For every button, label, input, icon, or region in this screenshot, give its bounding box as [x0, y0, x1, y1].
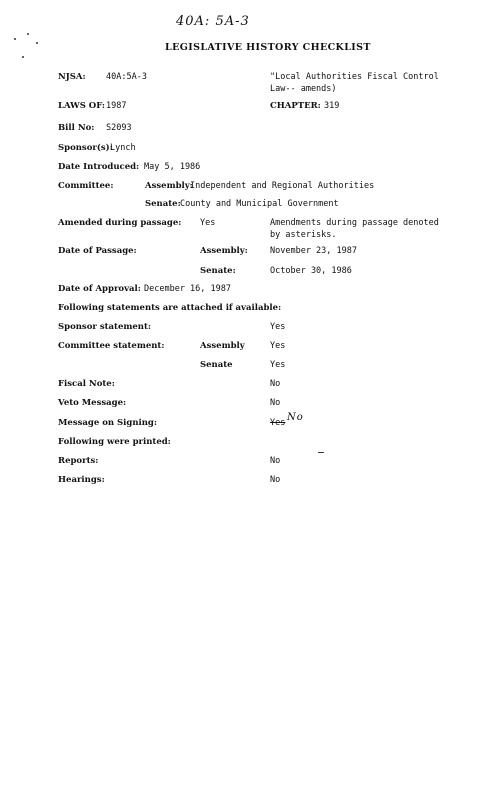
- bill-no-label: Bill No:: [58, 123, 95, 133]
- committee-statement-senate-label: Senate: [200, 360, 233, 370]
- committee-label: Committee:: [58, 181, 114, 191]
- committee-assembly-value: Independent and Regional Authorities: [190, 181, 375, 191]
- attached-statements-heading: Following statements are attached if available:: [58, 303, 282, 313]
- date-introduced-value: May 5, 1986: [144, 162, 201, 172]
- bill-no-value: S2093: [106, 123, 132, 133]
- committee-statement-senate-value: Yes: [270, 360, 286, 370]
- fiscal-note-label: Fiscal Note:: [58, 379, 115, 389]
- passage-senate-label: Senate:: [200, 266, 236, 276]
- date-of-passage-label: Date of Passage:: [58, 246, 137, 256]
- laws-of-value: 1987: [106, 101, 127, 111]
- hearings-label: Hearings:: [58, 475, 105, 485]
- sponsor-statement-value: Yes: [270, 322, 286, 332]
- passage-assembly-value: November 23, 1987: [270, 246, 357, 256]
- amended-label: Amended during passage:: [58, 218, 182, 228]
- passage-senate-value: October 30, 1986: [270, 266, 352, 276]
- message-on-signing-label: Message on Signing:: [58, 418, 157, 428]
- committee-statement-assembly-label: Assembly: [200, 341, 245, 351]
- printed-heading: Following were printed:: [58, 437, 171, 447]
- date-of-approval-label: Date of Approval:: [58, 284, 141, 294]
- sponsor-label: Sponsor(s):: [58, 143, 113, 153]
- committee-senate-label: Senate:: [145, 199, 181, 209]
- chapter-value: 319: [324, 101, 340, 111]
- committee-statement-assembly-value: Yes: [270, 341, 286, 351]
- laws-of-label: LAWS OF:: [58, 101, 106, 111]
- date-of-approval-value: December 16, 1987: [144, 284, 231, 294]
- committee-assembly-label: Assembly:: [145, 181, 193, 191]
- committee-statement-label: Committee statement:: [58, 341, 165, 351]
- sponsor-statement-label: Sponsor statement:: [58, 322, 152, 332]
- scan-speck: [14, 38, 16, 40]
- njsa-description-line2: Law-- amends): [270, 84, 337, 94]
- handwritten-code: 40A: 5A-3: [176, 14, 250, 29]
- message-on-signing-handwritten-value: No: [287, 412, 304, 423]
- scan-speck: [318, 452, 324, 453]
- amended-note-line1: Amendments during passage denoted: [270, 218, 439, 228]
- njsa-label: NJSA:: [58, 72, 86, 82]
- njsa-description-line1: "Local Authorities Fiscal Control: [270, 72, 439, 82]
- veto-message-label: Veto Message:: [58, 398, 127, 408]
- scan-speck: [27, 33, 29, 35]
- amended-value: Yes: [200, 218, 216, 228]
- chapter-label: CHAPTER:: [270, 101, 321, 111]
- scan-speck: [22, 56, 24, 58]
- committee-senate-value: County and Municipal Government: [180, 199, 339, 209]
- njsa-value: 40A:5A-3: [106, 72, 147, 82]
- date-introduced-label: Date Introduced:: [58, 162, 140, 172]
- message-on-signing-struck-value: Yes: [270, 418, 286, 428]
- reports-value: No: [270, 456, 281, 466]
- fiscal-note-value: No: [270, 379, 281, 389]
- document-title: LEGISLATIVE HISTORY CHECKLIST: [165, 42, 371, 53]
- passage-assembly-label: Assembly:: [200, 246, 248, 256]
- amended-note-line2: by asterisks.: [270, 230, 337, 240]
- sponsor-value: Lynch: [110, 143, 136, 153]
- scan-speck: [36, 42, 38, 44]
- veto-message-value: No: [270, 398, 281, 408]
- hearings-value: No: [270, 475, 281, 485]
- reports-label: Reports:: [58, 456, 99, 466]
